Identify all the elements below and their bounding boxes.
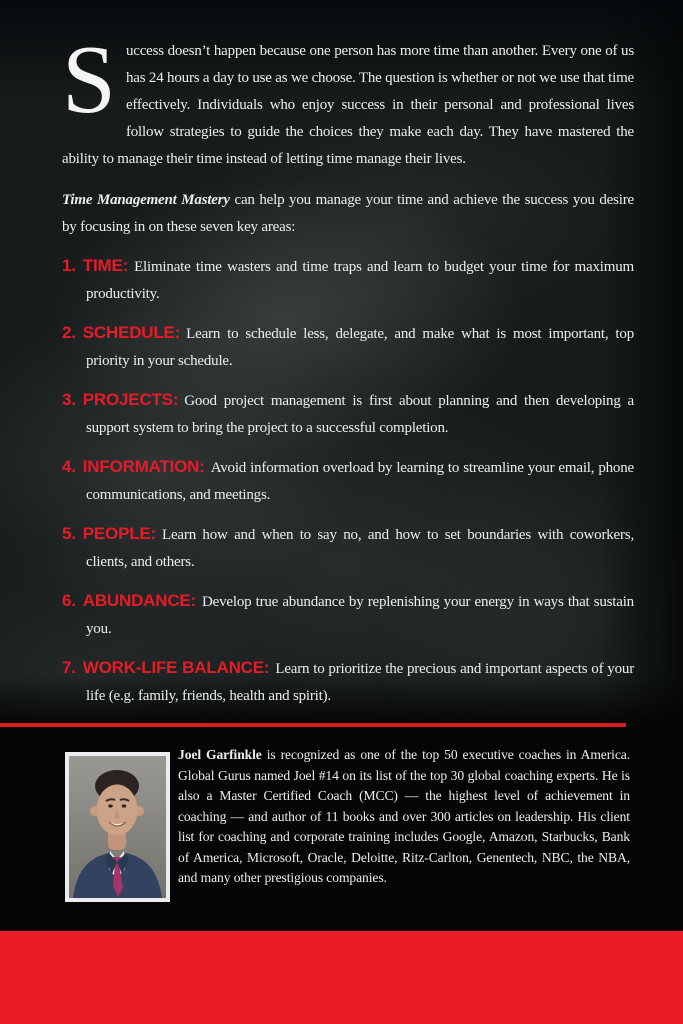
key-area-item-4 [62, 453, 634, 509]
key-area-item-5 [62, 520, 634, 576]
key-area-item-2 [62, 319, 634, 375]
key-area-number: 5. [62, 524, 76, 543]
key-area-label: TIME: [82, 256, 129, 275]
key-area-item-6 [62, 587, 634, 643]
key-area-label: INFORMATION: [82, 457, 205, 476]
drop-cap: S [62, 26, 116, 133]
book-title: Time Management Mastery [62, 192, 230, 208]
author-portrait-illustration [69, 756, 166, 898]
author-section [0, 727, 683, 931]
intro-text: uccess doesn’t happen because one person has more time than another. Every one of us has 24 hours a day to use as we choose. The question is whether or not we use that time effectively. Individuals who enjoy success in their personal and professional lives follow strategies to guide the choices they make each day. They have mastered the ability to manage their time instead of letting time manage their lives. [62, 43, 634, 167]
key-area-label: ABUNDANCE: [82, 591, 196, 610]
key-area-description: Learn to prioritize the precious and important aspects of your life (e.g. family, friends, health and spirit). [86, 661, 634, 704]
key-area-number: 1. [62, 256, 76, 275]
key-area-label: PEOPLE: [82, 524, 157, 543]
key-area-item-3 [62, 386, 634, 442]
author-photo [65, 752, 170, 902]
key-area-description: Avoid information overload by learning to streamline your email, phone communications, and meetings. [86, 460, 634, 503]
key-area-number: 2. [62, 323, 76, 342]
key-area-item-1 [62, 252, 634, 308]
key-area-description: Learn how and when to say no, and how to set boundaries with coworkers, clients, and others. [86, 527, 634, 570]
key-area-item-7 [62, 654, 634, 710]
key-area-label: SCHEDULE: [82, 323, 181, 342]
key-area-number: 3. [62, 390, 76, 409]
key-area-label: WORK-LIFE BALANCE: [82, 658, 270, 677]
key-area-label: PROJECTS: [82, 390, 179, 409]
key-area-number: 6. [62, 591, 76, 610]
key-area-number: 7. [62, 658, 76, 677]
bottom-red-bar [0, 931, 683, 1024]
lead-paragraph [62, 187, 634, 241]
key-area-description: Develop true abundance by replenishing your energy in ways that sustain you. [86, 594, 634, 637]
intro-paragraph [62, 26, 634, 173]
key-area-description: Good project management is first about planning and then developing a support system to bring the project to a successful completion. [86, 393, 634, 436]
lead-text: can help you manage your time and achieve the success you desire by focusing in on these seven key areas: [62, 192, 634, 235]
main-text-column [62, 26, 634, 710]
author-name: Joel Garfinkle [178, 747, 262, 762]
author-bio-text: is recognized as one of the top 50 executive coaches in America. Global Gurus named Joel #14 on its list of the top 30 global coaching experts. He is also a Master Certified Coach (MCC) — the highest level of achievement in coaching — and author of 11 books and over 300 articles on leadership. His client list for coaching and corporate training includes Google, Amazon, Starbucks, Bank of America, Microsoft, Oracle, Deloitte, Ritz-Carlton, Genentech, NBC, the NBA, and many other prestigious companies. [178, 747, 631, 885]
author-bio [178, 745, 630, 889]
key-area-description: Eliminate time wasters and time traps and learn to budget your time for maximum productivity. [86, 259, 634, 302]
key-area-number: 4. [62, 457, 76, 476]
key-area-description: Learn to schedule less, delegate, and make what is most important, top priority in your schedule. [86, 326, 634, 369]
